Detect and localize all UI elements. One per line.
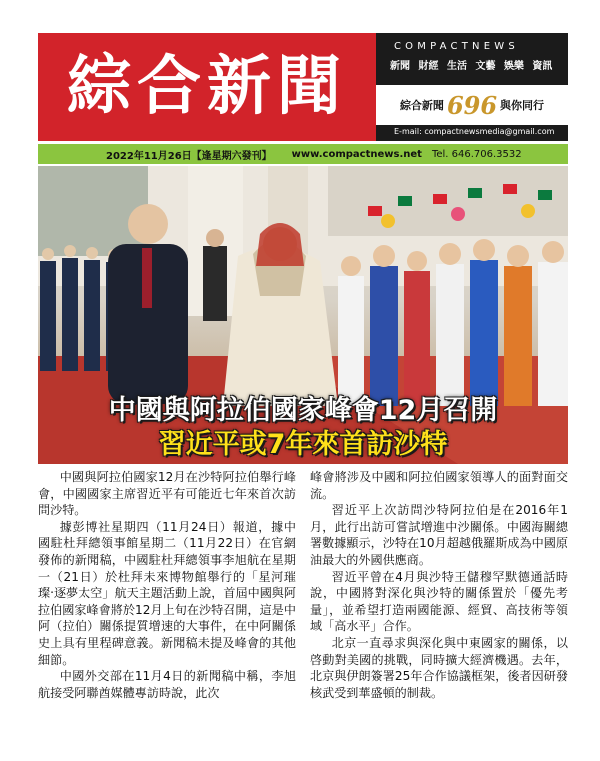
- slogan-prefix: 綜合新聞: [399, 99, 444, 112]
- article-paragraph: 習近平曾在4月與沙特王儲穆罕默德通話時說，中國將對深化與沙特的關係置於「優先考量」，並希望打造兩國能源、經貿、高技術等領域「高水平」合作。: [310, 569, 568, 634]
- contact-email: E-mail: compactnewsmedia@gmail.com: [394, 127, 555, 136]
- lead-photo: [38, 166, 568, 464]
- section-label: 文藝: [475, 61, 496, 72]
- masthead-title-block: [38, 33, 376, 141]
- main-headline: 中國與阿拉伯國家峰會12月召開: [108, 395, 498, 426]
- article-paragraph: 習近平上次訪問沙特阿拉伯是在2016年1月，此行出訪可嘗試增進中沙關係。中國海關總署數據顯示，沙特在10月超越俄羅斯成為中國原油最大的外國供應商。: [310, 503, 568, 567]
- website-link[interactable]: www.compactnews.net: [291, 148, 422, 160]
- masthead-info-block: [376, 33, 568, 141]
- date-bar: [38, 144, 568, 164]
- article-paragraph: 中國外交部在11月4日的新聞稿中稱，李旭航接受阿聯酋媒體專訪時說，此次: [38, 669, 296, 700]
- issue-date: 2022年11月26日【逢星期六發刊】: [106, 150, 272, 162]
- slogan-number: 696: [446, 90, 498, 120]
- masthead: [38, 33, 568, 141]
- section-label: 新聞: [390, 61, 410, 72]
- brand-english-name: COMPACTNEWS: [394, 41, 519, 52]
- article-column-right: [310, 469, 568, 701]
- article-column-left: [38, 469, 296, 701]
- article-paragraph: 中國與阿拉伯國家12月在沙特阿拉伯舉行峰會，中國國家主席習近平有可能近七年來首次訪問沙特。: [38, 470, 296, 518]
- sub-headline: 習近平或7年來首訪沙特: [158, 429, 448, 460]
- slogan-suffix: 與你同行: [500, 99, 545, 112]
- telephone: Tel. 646.706.3532: [431, 148, 522, 160]
- section-label: 資訊: [532, 61, 553, 72]
- article-paragraph-continuation: 峰會將涉及中國和阿拉伯國家領導人的面對面交流。: [310, 470, 568, 501]
- newspaper-title: 綜合新聞: [67, 50, 347, 124]
- section-label: 娛樂: [503, 61, 524, 72]
- section-label: 生活: [446, 61, 467, 72]
- section-list: [390, 57, 557, 72]
- article-paragraph: 據彭博社星期四（11月24日）報道，據中國駐杜拜總領事館星期二（11月22日）在官網發佈的新聞稿，中國駐杜拜總領事李旭航在星期一（21日）於杜拜未來博物館舉行的「星河璀璨‧逐夢太空」航天主題活動上說，首屆中國與阿拉伯國家峰會將於12月上旬在沙特召開，這是中阿（拉伯）關係提質增速的大事件，在中阿關係史上具有里程碑意義。新聞稿未提及峰會的其他細節。: [38, 519, 296, 667]
- article-paragraph: 北京一直尋求與深化與中東國家的關係，以啓動對美國的挑戰，同時擴大經濟機遇。去年，北京與伊朗簽署25年合作協議框架，後者因研發核武受到華盛頓的制裁。: [310, 635, 568, 700]
- section-label: 財經: [418, 61, 439, 72]
- slogan-bar: [376, 85, 568, 125]
